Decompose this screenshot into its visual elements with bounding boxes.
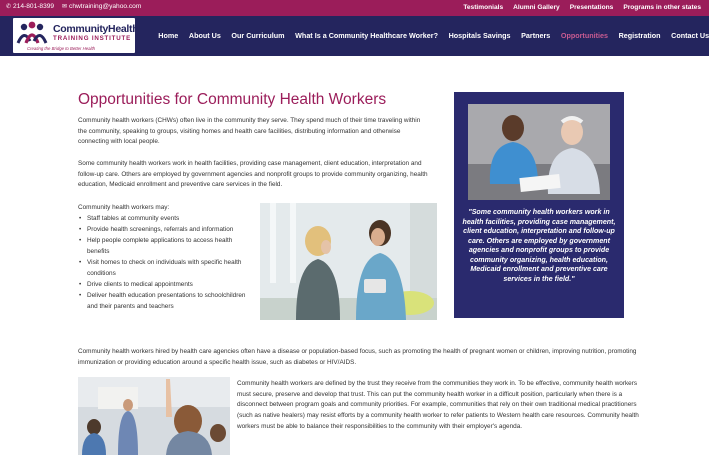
phone-contact[interactable] xyxy=(6,3,54,10)
top-link-programs-other-states[interactable]: Programs in other states xyxy=(623,4,701,11)
email-address: chwtraining@yahoo.com xyxy=(69,3,142,10)
nav-menu xyxy=(153,31,709,40)
nav-item-home[interactable]: Home xyxy=(158,31,179,40)
email-contact[interactable] xyxy=(62,3,141,10)
quote-box xyxy=(454,92,624,318)
nav-item-our-curriculum[interactable]: Our Curriculum xyxy=(231,31,285,40)
phone-icon: ✆ xyxy=(6,4,12,10)
top-link-alumni-gallery[interactable]: Alumni Gallery xyxy=(513,4,560,11)
list-item: • Help people complete applications to access health benefits xyxy=(78,235,253,257)
list-item: • Provide health screenings, referrals and information xyxy=(78,224,253,235)
nav-item-partners[interactable]: Partners xyxy=(521,31,551,40)
page-title: Opportunities for Community Health Workers xyxy=(78,91,387,108)
nav-item-what-is-chw[interactable]: What Is a Community Healthcare Worker? xyxy=(295,31,438,40)
logo-people-icon xyxy=(15,21,49,49)
trust-paragraph: Community health workers are defined by the trust they receive from the communities they work in. To be effective, community health workers must secure, preserve and develop that trust. This can put the community health worker in a difficult position, particularly when there is a disconnect between program goals and community priorities. For example, communities that rely on their own traditional medical practitioners (such as native healers) may resist efforts by a community health worker to refer patients to Western health care resources. Community health workers must be able to balance their responsibilities to the community with their employer's agenda. xyxy=(237,380,639,430)
top-bar xyxy=(0,0,709,16)
email-icon: ✉ xyxy=(62,4,68,10)
logo-line-2: TRAINING INSTITUTE xyxy=(53,35,131,42)
nav-item-hospitals-savings[interactable]: Hospitals Savings xyxy=(448,31,511,40)
quote-photo xyxy=(468,104,610,200)
nurse-patient-photo xyxy=(260,203,437,320)
may-heading: Community health workers may: xyxy=(78,204,170,211)
list-item: • Drive clients to medical appointments xyxy=(78,279,253,290)
phone-number: 214-801-8399 xyxy=(13,3,55,10)
list-item: • Deliver health education presentations to schoolchildren and their parents and teachers xyxy=(78,290,253,312)
top-link-presentations[interactable]: Presentations xyxy=(569,4,614,11)
nav-item-contact-us[interactable]: Contact Us xyxy=(671,31,709,40)
intro-paragraph: Community health workers (CHWs) often live in the community they serve. They spend much of their time traveling within the community, speaking to groups, visiting homes and health care facilities, distributing information and otherwise connecting with local people. xyxy=(78,117,421,146)
classroom-photo xyxy=(78,377,230,455)
nav-item-about-us[interactable]: About Us xyxy=(188,31,221,40)
logo-tagline: Creating the Bridge to Better Health xyxy=(27,46,96,51)
agencies-paragraph: Community health workers hired by health care agencies often have a disease or population-based focus, such as promoting the health of pregnant women or children, improving nutrition, promoting immunization or providing education around a specific health issue, such as diabetes or HIV/AIDS. xyxy=(78,348,637,366)
top-links xyxy=(463,4,701,11)
list-item: • Visit homes to check on individuals with specific health conditions xyxy=(78,257,253,279)
site-logo[interactable] xyxy=(13,18,139,53)
quote-text: "Some community health workers work in health facilities, providing case management, client education, interpretation and follow-up care. Others are employed by government agencies and nonprofit groups to provide community organizing, health education, Medicaid enrollment and preventive care services in the field." xyxy=(462,208,616,283)
logo-line-1: CommunityHealth xyxy=(53,23,139,35)
duties-list xyxy=(78,213,253,312)
nav-item-registration[interactable]: Registration xyxy=(618,31,661,40)
main-navbar xyxy=(0,16,709,56)
facilities-paragraph: Some community health workers work in health facilities, providing case management, client education, interpretation and follow-up care. Others are employed by government agencies and nonprofit groups to provide community organizing, health education, Medicaid enrollment and preventive care services in the field. xyxy=(78,160,428,189)
nav-item-opportunities[interactable]: Opportunities xyxy=(560,31,608,40)
top-link-testimonials[interactable]: Testimonials xyxy=(463,4,504,11)
list-item: • Staff tables at community events xyxy=(78,213,253,224)
